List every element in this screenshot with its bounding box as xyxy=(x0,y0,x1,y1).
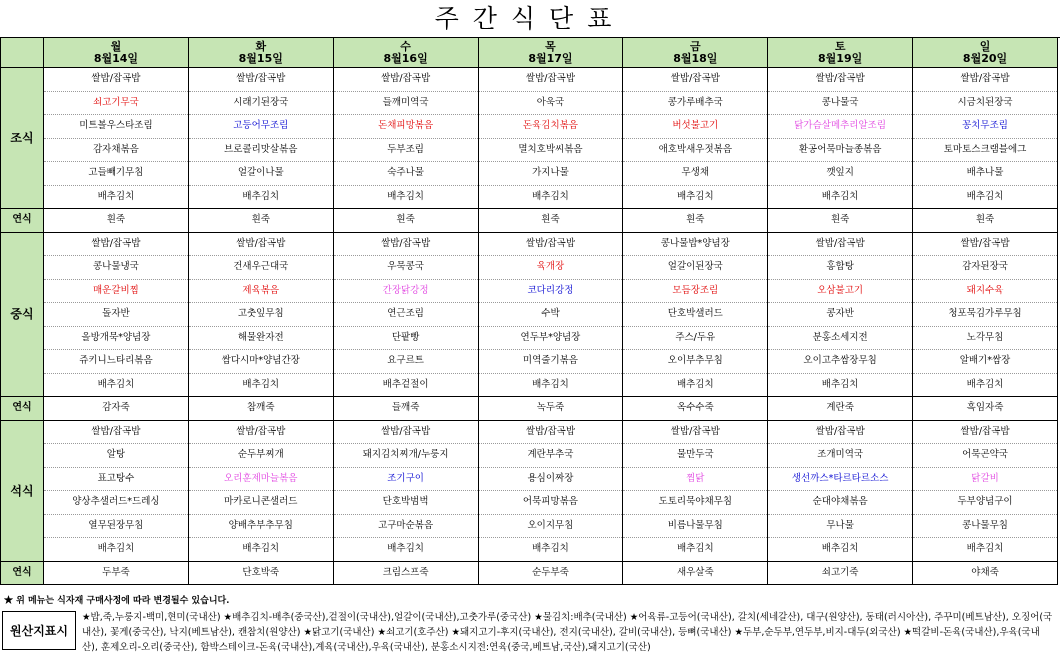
menu-item: 숙주나물 xyxy=(333,162,478,186)
title-bar xyxy=(0,0,1060,38)
menu-item: 쌀밥/잡곡밥 xyxy=(768,68,913,92)
day-date: 8월14일 xyxy=(93,51,139,65)
menu-item: 배추김치 xyxy=(623,373,768,397)
day-date: 8월19일 xyxy=(818,51,863,65)
menu-item: 시금치된장국 xyxy=(913,91,1058,115)
menu-item: 쌀밥/잡곡밥 xyxy=(913,68,1058,92)
menu-item: 단팥빵 xyxy=(333,326,478,350)
menu-item: 콩자반 xyxy=(768,303,913,327)
menu-item: 오이부추무침 xyxy=(623,350,768,374)
menu-row xyxy=(1,303,1058,327)
day-name: 월 xyxy=(110,39,122,53)
meal-label-breakfast: 조식 xyxy=(1,68,44,209)
menu-item: 감자채볶음 xyxy=(44,138,189,162)
menu-item: 두부조림 xyxy=(333,138,478,162)
menu-item: 매운갈비찜 xyxy=(44,279,189,303)
page-title: 주간식단표 xyxy=(434,4,626,33)
menu-item: 미역줄기볶음 xyxy=(478,350,623,374)
snack-item: 녹두죽 xyxy=(478,397,623,421)
snack-item: 참깨죽 xyxy=(188,397,333,421)
snack-item: 감자죽 xyxy=(44,397,189,421)
day-header-row xyxy=(1,38,1058,68)
menu-item: 쌀밥/잡곡밥 xyxy=(623,68,768,92)
day-header xyxy=(333,38,478,68)
menu-item: 환공어묵마늘종볶음 xyxy=(768,138,913,162)
snack-item: 들깨죽 xyxy=(333,397,478,421)
change-notice: ★ 위 메뉴는 식자재 구매사정에 따라 변경될수 있습니다. xyxy=(4,596,230,606)
day-name: 수 xyxy=(400,39,411,53)
day-header xyxy=(623,38,768,68)
menu-item: 쌀밥/잡곡밥 xyxy=(478,420,623,444)
menu-item: 깻잎지 xyxy=(768,162,913,186)
menu-item: 쌀밥/잡곡밥 xyxy=(623,420,768,444)
menu-item: 쌈다시마*양념간장 xyxy=(188,350,333,374)
menu-item: 단호박범벅 xyxy=(333,491,478,515)
menu-item: 시래기된장국 xyxy=(188,91,333,115)
day-name: 화 xyxy=(255,39,267,53)
snack-item: 흰죽 xyxy=(333,209,478,233)
menu-row xyxy=(1,373,1058,397)
origin-text: ★밥,죽,누룽지-백미,현미(국내산) ★배추김치-배추(중국산),겉절이(국내산),얼갈이(국내산),고춧가루(중국산) ★물김치:배추(국내산) ★어육류-고등어(국내산), 갈치(세네갈산), 대구(원양산), 동태(러시아산), 주꾸미(베트남산), 오징어(국내산), 꽃게(중국산), 낙지(베트남산), 캔참치(원양산) ★닭고기(국내산) ★쇠고기(호주산) ★돼지고기-후지(국내산), 전지(국내산), 갈비(국내산), 등뼈(국내산) ★두부,순두부,연두부,비지-대두(외국산) ★떡갈비-돈육(국내산),우육(국내산), 훈제오리-오리(중국산), 함박스테이크-돈육(국내산),계육(국내산),우육(국내산), 분홍소시지전:연육(중국,베트남,국산),돼지고기(국산) xyxy=(82,612,1053,653)
menu-item: 쌀밥/잡곡밥 xyxy=(768,420,913,444)
menu-item: 우묵콩국 xyxy=(333,256,478,280)
menu-item: 콩나물냉국 xyxy=(44,256,189,280)
menu-item: 고춧잎무침 xyxy=(188,303,333,327)
menu-item: 쌀밥/잡곡밥 xyxy=(478,232,623,256)
menu-item: 단호박샐러드 xyxy=(623,303,768,327)
day-name: 토 xyxy=(834,39,846,53)
snack-item: 흰죽 xyxy=(478,209,623,233)
menu-item: 애호박새우젓볶음 xyxy=(623,138,768,162)
menu-item: 용심이짜장 xyxy=(478,467,623,491)
menu-item: 쌀밥/잡곡밥 xyxy=(768,232,913,256)
day-name: 목 xyxy=(545,39,556,53)
menu-item: 열무된장무침 xyxy=(44,514,189,538)
menu-row xyxy=(1,91,1058,115)
menu-item: 감자된장국 xyxy=(913,256,1058,280)
menu-item: 콩나물밥*양념장 xyxy=(623,232,768,256)
menu-item: 콩나물국 xyxy=(768,91,913,115)
menu-item: 배추김치 xyxy=(478,538,623,562)
menu-item: 돼지김치찌개/누룽지 xyxy=(333,444,478,468)
menu-item: 얼갈이된장국 xyxy=(623,256,768,280)
menu-item: 쌀밥/잡곡밥 xyxy=(188,68,333,92)
menu-item: 배추김치 xyxy=(478,373,623,397)
snack-item: 계란죽 xyxy=(768,397,913,421)
snack-item: 흰죽 xyxy=(768,209,913,233)
menu-item: 쌀밥/잡곡밥 xyxy=(188,420,333,444)
menu-item: 콩가루배추국 xyxy=(623,91,768,115)
menu-item: 조개미역국 xyxy=(768,444,913,468)
menu-row xyxy=(1,68,1058,92)
menu-item: 버섯불고기 xyxy=(623,115,768,139)
menu-item: 배추김치 xyxy=(913,185,1058,209)
menu-item: 돈채피망볶음 xyxy=(333,115,478,139)
weekly-menu-table xyxy=(0,37,1058,585)
menu-item: 알배기*쌈장 xyxy=(913,350,1058,374)
menu-item: 브로콜리맛살볶음 xyxy=(188,138,333,162)
menu-item: 분홍소세지전 xyxy=(768,326,913,350)
menu-item: 배추김치 xyxy=(913,373,1058,397)
snack-item: 흰죽 xyxy=(913,209,1058,233)
menu-row xyxy=(1,162,1058,186)
menu-row xyxy=(1,326,1058,350)
menu-item: 얼갈이나물 xyxy=(188,162,333,186)
menu-item: 닭가슴살메추리알조림 xyxy=(768,115,913,139)
menu-item: 간장닭강정 xyxy=(333,279,478,303)
menu-item: 오이고추쌈장무침 xyxy=(768,350,913,374)
snack-item: 쇠고기죽 xyxy=(768,561,913,585)
menu-item: 들깨미역국 xyxy=(333,91,478,115)
menu-item: 오리훈제마늘볶음 xyxy=(188,467,333,491)
snack-row xyxy=(1,397,1058,421)
menu-item: 토마토스크램블에그 xyxy=(913,138,1058,162)
menu-item: 배추김치 xyxy=(623,185,768,209)
menu-item: 모듬장조림 xyxy=(623,279,768,303)
menu-row xyxy=(1,350,1058,374)
snack-row xyxy=(1,209,1058,233)
menu-item: 무나물 xyxy=(768,514,913,538)
menu-item: 어묵피망볶음 xyxy=(478,491,623,515)
menu-row xyxy=(1,514,1058,538)
menu-item: 쌀밥/잡곡밥 xyxy=(333,68,478,92)
snack-item: 흰죽 xyxy=(44,209,189,233)
menu-item: 오삼불고기 xyxy=(768,279,913,303)
day-name: 금 xyxy=(689,39,701,53)
snack-item: 순두부죽 xyxy=(478,561,623,585)
menu-item: 쇠고기무국 xyxy=(44,91,189,115)
menu-item: 제육볶음 xyxy=(188,279,333,303)
menu-item: 도토리묵야채무침 xyxy=(623,491,768,515)
menu-item: 생선까스*타르타르소스 xyxy=(768,467,913,491)
menu-item: 청포묵김가루무침 xyxy=(913,303,1058,327)
menu-item: 쌀밥/잡곡밥 xyxy=(478,68,623,92)
day-date: 8월15일 xyxy=(238,51,283,65)
snack-item: 흑임자죽 xyxy=(913,397,1058,421)
menu-item: 건새우근대국 xyxy=(188,256,333,280)
menu-item: 알탕 xyxy=(44,444,189,468)
menu-row xyxy=(1,444,1058,468)
menu-item: 쌀밥/잡곡밥 xyxy=(333,232,478,256)
menu-item: 고등어무조림 xyxy=(188,115,333,139)
menu-item: 미트볼우스타조림 xyxy=(44,115,189,139)
menu-item: 주스/두유 xyxy=(623,326,768,350)
menu-item: 배추김치 xyxy=(768,185,913,209)
day-name: 일 xyxy=(979,39,991,53)
menu-row xyxy=(1,538,1058,562)
menu-item: 돼지수육 xyxy=(913,279,1058,303)
menu-item: 순두부찌개 xyxy=(188,444,333,468)
snack-item: 단호박죽 xyxy=(188,561,333,585)
menu-item: 수박 xyxy=(478,303,623,327)
menu-item: 쌀밥/잡곡밥 xyxy=(333,420,478,444)
snack-label: 연식 xyxy=(1,561,44,585)
menu-item: 배추김치 xyxy=(478,185,623,209)
day-date: 8월20일 xyxy=(962,51,1008,65)
menu-item: 물만두국 xyxy=(623,444,768,468)
menu-item: 닭갈비 xyxy=(913,467,1058,491)
snack-row xyxy=(1,561,1058,585)
snack-label: 연식 xyxy=(1,397,44,421)
menu-item: 배추김치 xyxy=(333,185,478,209)
day-header xyxy=(768,38,913,68)
menu-item: 해물완자전 xyxy=(188,326,333,350)
menu-item: 연두부*양념장 xyxy=(478,326,623,350)
menu-item: 요구르트 xyxy=(333,350,478,374)
snack-item: 흰죽 xyxy=(188,209,333,233)
day-header xyxy=(44,38,189,68)
menu-item: 멸치호박씨볶음 xyxy=(478,138,623,162)
day-date: 8월16일 xyxy=(383,51,428,65)
menu-item: 조기구이 xyxy=(333,467,478,491)
day-date: 8월17일 xyxy=(528,51,573,65)
menu-item: 코다리강정 xyxy=(478,279,623,303)
menu-item: 쌀밥/잡곡밥 xyxy=(44,232,189,256)
menu-item: 올방개묵*양념장 xyxy=(44,326,189,350)
menu-item: 어묵곤약국 xyxy=(913,444,1058,468)
menu-item: 가지나물 xyxy=(478,162,623,186)
menu-item: 배추김치 xyxy=(188,373,333,397)
menu-item: 육개장 xyxy=(478,256,623,280)
menu-item: 쌀밥/잡곡밥 xyxy=(913,420,1058,444)
menu-item: 쌀밥/잡곡밥 xyxy=(44,420,189,444)
menu-item: 홍합탕 xyxy=(768,256,913,280)
menu-row xyxy=(1,115,1058,139)
menu-item: 배추김치 xyxy=(188,538,333,562)
menu-item: 꽁치무조림 xyxy=(913,115,1058,139)
menu-row xyxy=(1,491,1058,515)
snack-item: 두부죽 xyxy=(44,561,189,585)
menu-item: 노각무침 xyxy=(913,326,1058,350)
menu-row xyxy=(1,138,1058,162)
menu-row xyxy=(1,185,1058,209)
menu-item: 고들빼기무침 xyxy=(44,162,189,186)
menu-item: 배추김치 xyxy=(44,185,189,209)
menu-item: 돌자반 xyxy=(44,303,189,327)
menu-item: 계란부추국 xyxy=(478,444,623,468)
menu-item: 배추김치 xyxy=(913,538,1058,562)
menu-item: 양배추부추무침 xyxy=(188,514,333,538)
menu-row xyxy=(1,420,1058,444)
menu-item: 비름나물무침 xyxy=(623,514,768,538)
menu-row xyxy=(1,256,1058,280)
snack-item: 흰죽 xyxy=(623,209,768,233)
day-header xyxy=(478,38,623,68)
day-header xyxy=(188,38,333,68)
menu-row xyxy=(1,232,1058,256)
menu-item: 배추나물 xyxy=(913,162,1058,186)
snack-label: 연식 xyxy=(1,209,44,233)
menu-item: 배추겉절이 xyxy=(333,373,478,397)
menu-item: 배추김치 xyxy=(768,538,913,562)
menu-item: 오이지무침 xyxy=(478,514,623,538)
menu-item: 쌀밥/잡곡밥 xyxy=(44,68,189,92)
menu-item: 두부양념구이 xyxy=(913,491,1058,515)
meal-label-dinner: 석식 xyxy=(1,420,44,561)
snack-item: 새우살죽 xyxy=(623,561,768,585)
snack-item: 야채죽 xyxy=(913,561,1058,585)
menu-item: 배추김치 xyxy=(188,185,333,209)
menu-item: 마카로니콘샐러드 xyxy=(188,491,333,515)
menu-item: 배추김치 xyxy=(44,538,189,562)
corner-cell xyxy=(1,38,44,68)
menu-item: 배추김치 xyxy=(623,538,768,562)
menu-item: 표고탕수 xyxy=(44,467,189,491)
menu-item: 순대야채볶음 xyxy=(768,491,913,515)
menu-item: 아욱국 xyxy=(478,91,623,115)
menu-item: 쌀밥/잡곡밥 xyxy=(188,232,333,256)
menu-item: 찜닭 xyxy=(623,467,768,491)
menu-item: 무생채 xyxy=(623,162,768,186)
menu-item: 돈육김치볶음 xyxy=(478,115,623,139)
menu-item: 콩나물무침 xyxy=(913,514,1058,538)
menu-item: 쥬키니느타리볶음 xyxy=(44,350,189,374)
snack-item: 크림스프죽 xyxy=(333,561,478,585)
menu-item: 고구마순볶음 xyxy=(333,514,478,538)
menu-item: 쌀밥/잡곡밥 xyxy=(913,232,1058,256)
menu-item: 배추김치 xyxy=(44,373,189,397)
menu-item: 양상추샐러드*드레싱 xyxy=(44,491,189,515)
meal-label-lunch: 중식 xyxy=(1,232,44,397)
menu-item: 연근조림 xyxy=(333,303,478,327)
day-date: 8월18일 xyxy=(673,51,718,65)
menu-row xyxy=(1,467,1058,491)
menu-item: 배추김치 xyxy=(768,373,913,397)
menu-item: 배추김치 xyxy=(333,538,478,562)
menu-row xyxy=(1,279,1058,303)
day-header xyxy=(913,38,1058,68)
snack-item: 옥수수죽 xyxy=(623,397,768,421)
origin-label: 원산지표시 xyxy=(2,611,76,650)
